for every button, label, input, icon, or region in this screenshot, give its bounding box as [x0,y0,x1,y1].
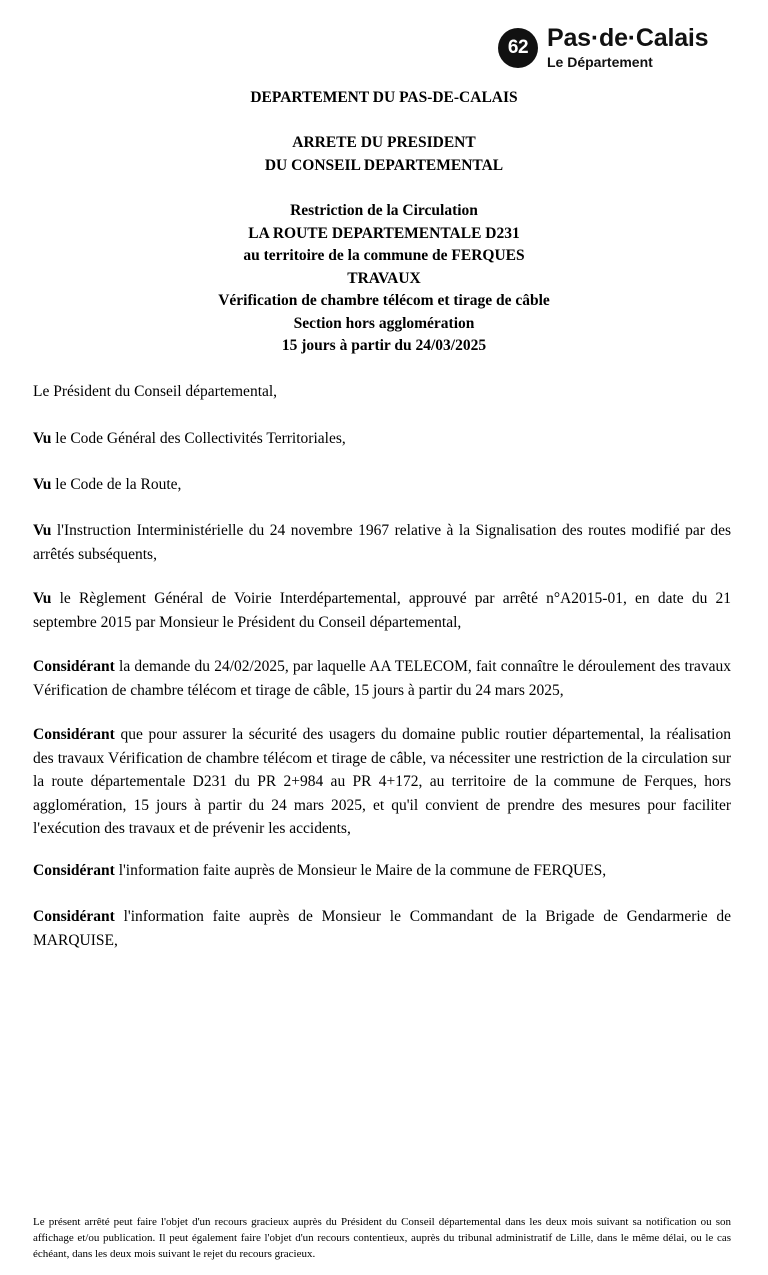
paragraph-text [33,427,731,451]
logo-text [547,26,708,69]
subject-line-4: TRAVAUX [347,269,421,287]
paragraph-body: le Règlement Général de Voirie Interdépartemental, approuvé par arrêté n°A2015-01, en date du 21 septembre 2015 par Monsieur le Président du Conseil départemental, [33,590,731,631]
paragraph-text [33,905,731,952]
paragraph-considerant-gendarmerie [33,905,731,952]
intro-text: Le Président du Conseil départemental, [33,383,278,400]
department-heading [0,87,768,110]
paragraph-lead: Considérant [33,726,115,743]
paragraph-body: le Code Général des Collectivités Territoriales, [51,430,346,447]
paragraph-body: que pour assurer la sécurité des usagers du domaine public routier départemental, la réalisation des travaux Vérification de chambre télécom et tirage de câble, va nécessiter une restriction de la circulation sur la route départementale D231 du PR 2+984 au PR 4+172, au territoire de la commune de Ferques, hors agglomération, 15 jours à partir du 24 mars 2025, et qu'il convient de prendre des mesures pour faciliter l'exécution des travaux et de prévenir les accidents, [33,726,731,837]
logo-subtitle: Le Département [547,54,653,70]
paragraph-vu-reglement [33,587,731,634]
footer-text: Le présent arrêté peut faire l'objet d'un recours gracieux auprès du Président du Conseil départemental dans les deux mois suivant sa notification ou son affichage et/ou publication. Il peut également faire l'objet d'un recours contentieux, auprès du tribunal administratif de Lille, dans le même délai, ou le cas échéant, dans les deux mois suivant le rejet du recours gracieux. [33,1216,731,1260]
subject-line-1: Restriction de la Circulation [290,202,478,219]
paragraph-text [33,859,731,883]
paragraph-vu-instruction [33,519,731,566]
arrete-heading [0,132,768,177]
paragraph-lead: Vu [33,476,52,493]
paragraph-lead: Vu [33,430,52,447]
subject-line-5: Vérification de chambre télécom et tirage de câble [218,292,550,309]
paragraph-lead: Vu [33,522,52,539]
paragraph-considerant-securite [33,723,731,841]
paragraph-considerant-maire [33,859,731,883]
paragraph-text [33,587,731,634]
paragraph-vu-code-route [33,473,731,497]
paragraph-body: la demande du 24/02/2025, par laquelle AA TELECOM, fait connaître le déroulement des travaux Vérification de chambre télécom et tirage de câble, 15 jours à partir du 24 mars 2025, [33,658,731,699]
subject-line-3: au territoire de la commune de FERQUES [243,247,525,264]
paragraph-text [33,519,731,566]
logo-name: Pas·de·Calais [547,24,709,52]
paragraph-body: l'information faite auprès de Monsieur le Maire de la commune de FERQUES, [114,862,607,879]
subject-block [0,200,768,358]
arrete-line-2: DU CONSEIL DEPARTEMENTAL [264,156,504,174]
paragraph-body: le Code de la Route, [51,476,182,493]
paragraph-lead: Vu [33,590,52,607]
legal-footer [33,1214,731,1262]
paragraph-text [33,655,731,702]
department-title: DEPARTEMENT DU PAS-DE-CALAIS [250,89,518,106]
intro [33,380,731,404]
subject-line-6: Section hors agglomération [293,314,475,332]
paragraph-lead: Considérant [33,658,115,675]
paragraph-considerant-demande [33,655,731,702]
arrete-line-1: ARRETE DU PRESIDENT [292,134,476,151]
department-number-badge: 62 [498,28,538,68]
paragraph-lead: Considérant [33,908,115,925]
subject-line-7: 15 jours à partir du 24/03/2025 [281,337,487,354]
paragraph-body: l'information faite auprès de Monsieur le Commandant de la Brigade de Gendarmerie de MARQUISE, [33,908,731,949]
subject-line-2: LA ROUTE DEPARTEMENTALE D231 [248,224,520,242]
paragraph-vu-cgct [33,427,731,451]
paragraph-text [33,473,731,497]
paragraph-body: l'Instruction Interministérielle du 24 novembre 1967 relative à la Signalisation des routes modifié par des arrêtés subséquents, [33,522,731,563]
paragraph-lead: Considérant [33,862,115,879]
pas-de-calais-logo [498,26,708,69]
paragraph-text [33,723,731,841]
